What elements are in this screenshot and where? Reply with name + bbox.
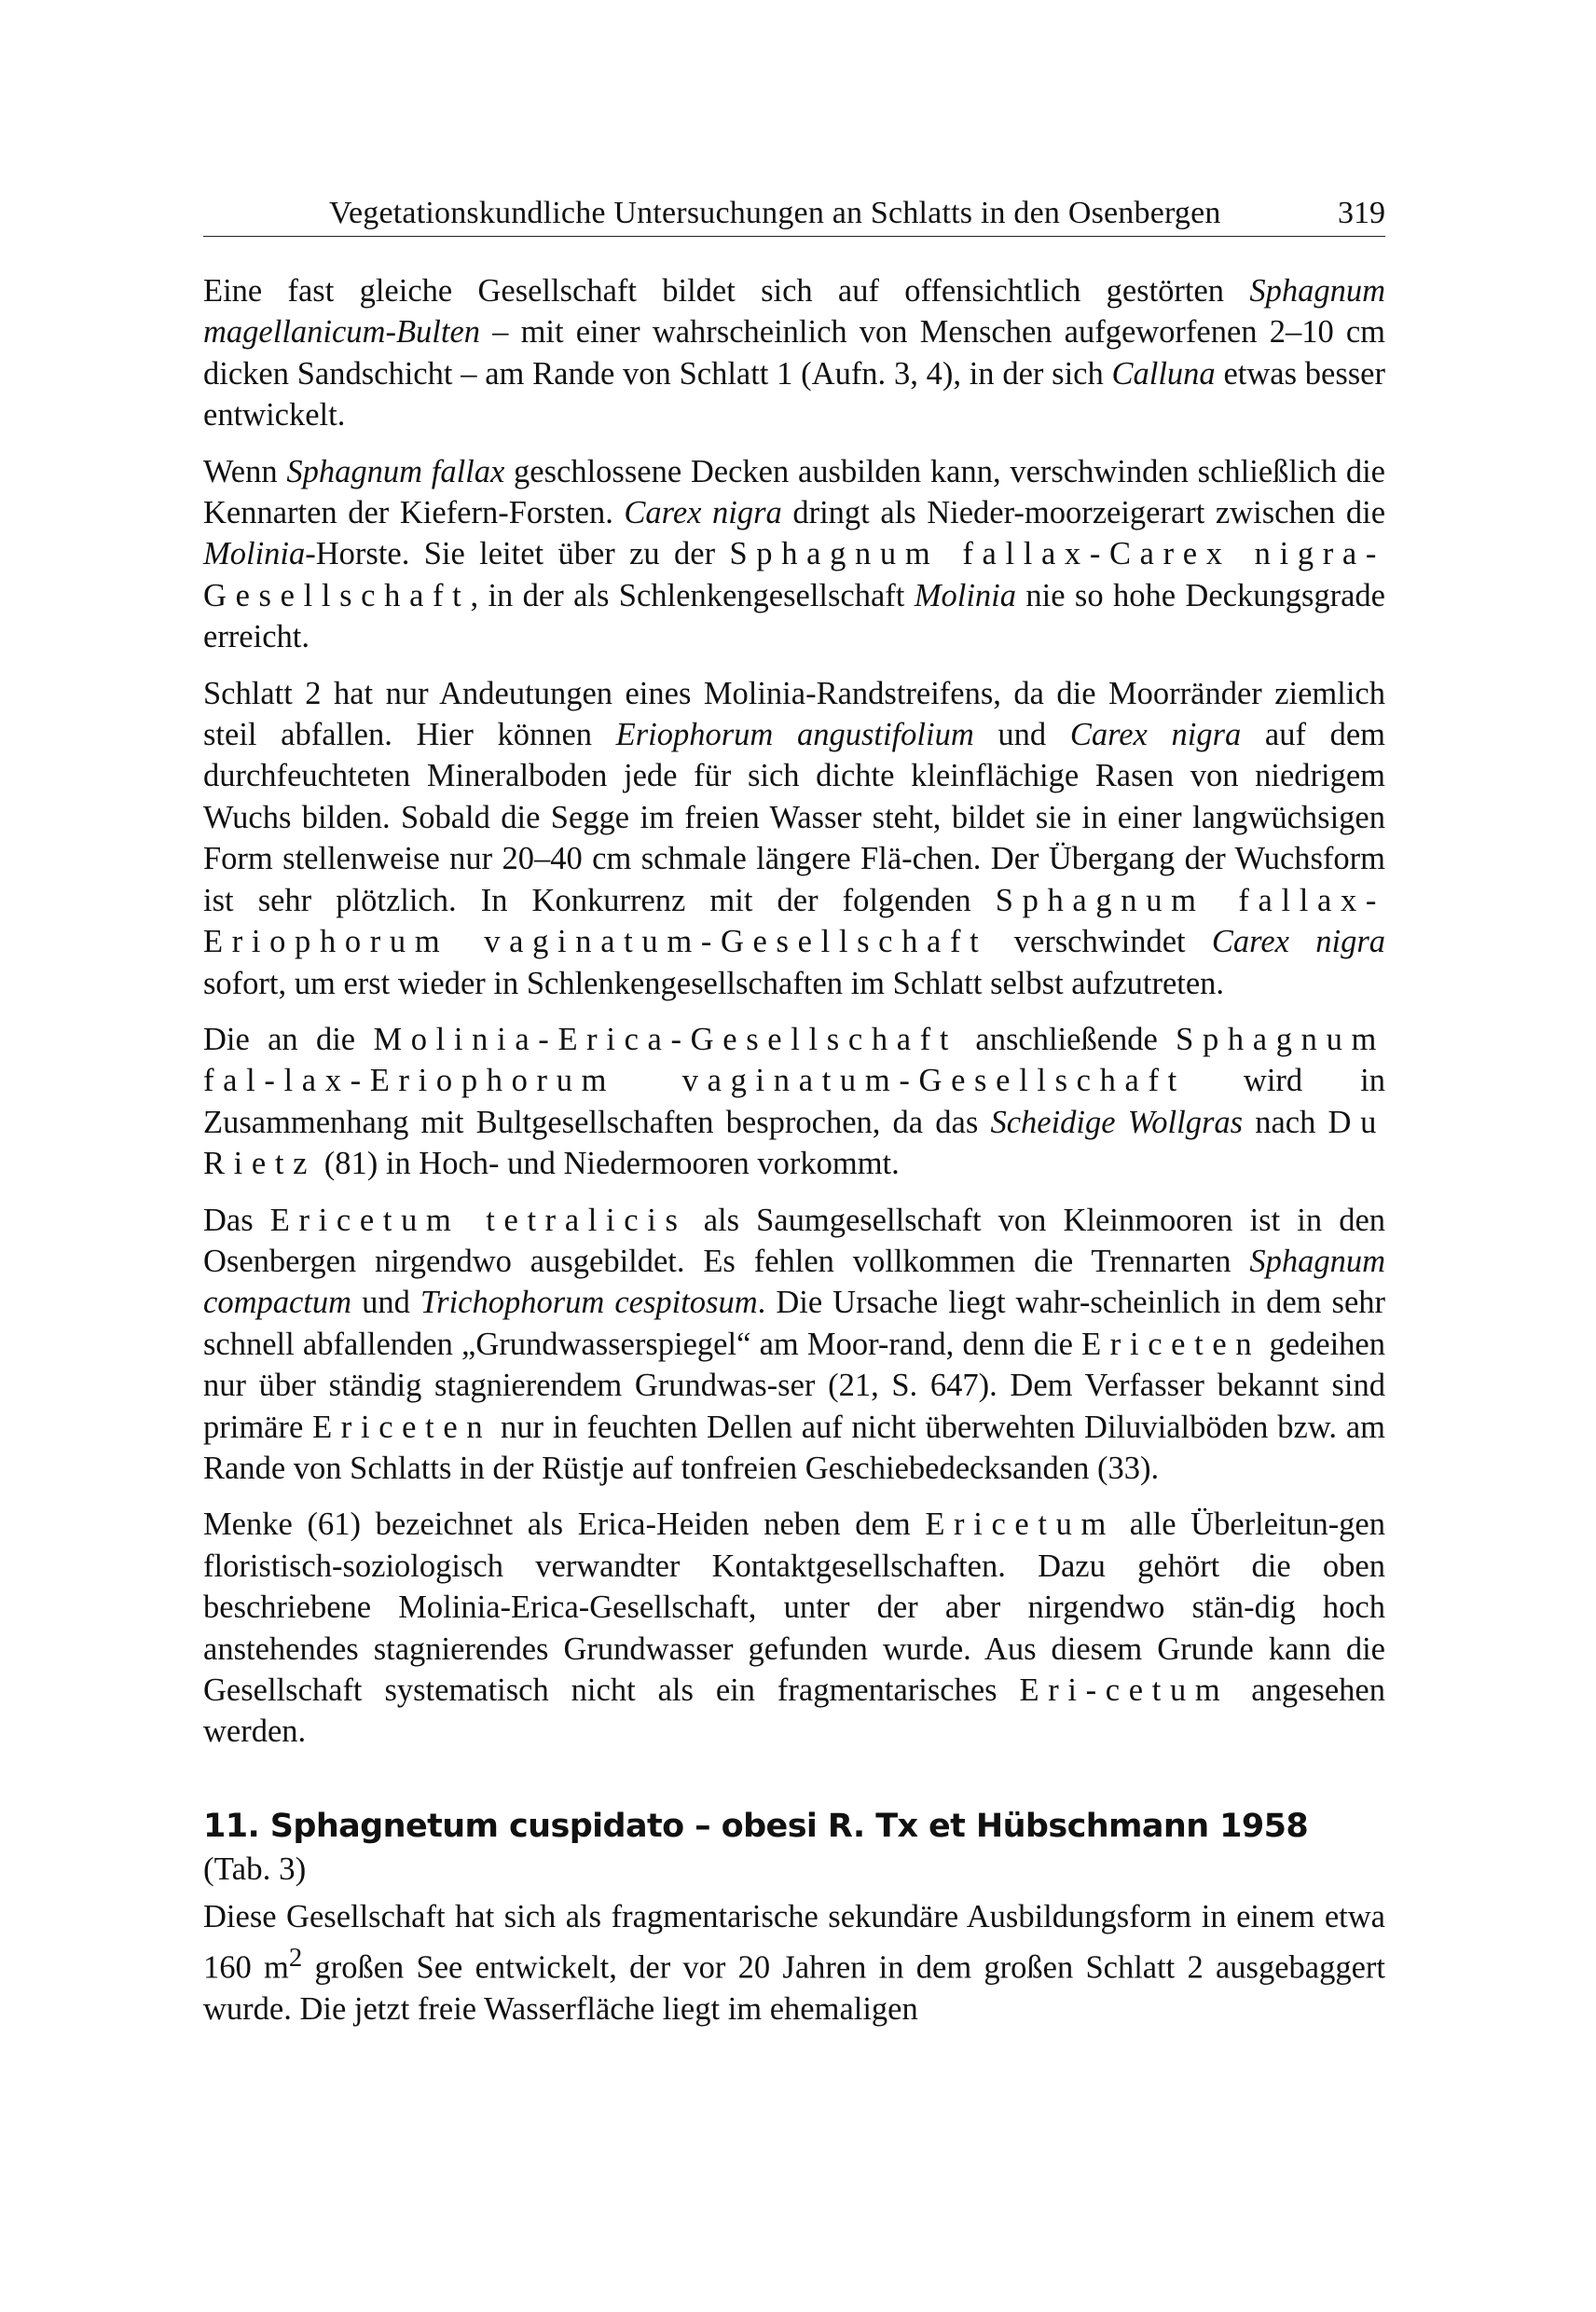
paragraph — [203, 1019, 1385, 1185]
spaced-term: Ericetum — [925, 1507, 1116, 1543]
section-paragraph — [203, 1896, 1385, 2030]
italic-term: Carex nigra — [1211, 924, 1385, 960]
text-run: Das — [203, 1202, 270, 1238]
page-number: 319 — [1338, 196, 1385, 230]
italic-term: Trichophorum cespitosum — [420, 1285, 758, 1321]
running-header — [203, 189, 1385, 237]
text-run: großen See entwickelt, der vor 20 Jahren in dem großen Schlatt 2 ausgebaggert wurde. Die jetzt freie Wasserfläche liegt im ehemaligen — [203, 1949, 1385, 2028]
paragraph — [203, 1200, 1385, 1490]
text-run: anschließende — [957, 1021, 1176, 1057]
text-run: nur in feuchten Dellen auf nicht überwehten Diluvialböden bzw. am Rande von Schlatts in der Rüstje auf tonfreien Geschiebedecksanden (33). — [203, 1409, 1385, 1486]
text-run: Wenn — [203, 453, 287, 489]
text-run: nie so hohe Deckungsgrade erreicht. — [203, 577, 1385, 655]
text-run: -Horste. Sie leitet über zu der — [305, 536, 730, 572]
text-run: dringt als Nieder-moorzeigerart zwischen die — [781, 495, 1386, 531]
text-run: Diese Gesellschaft hat sich als fragmentarische sekundäre Ausbildungsform in einem etwa 160 m — [203, 1898, 1385, 1986]
italic-term: Sphagnum fallax — [286, 453, 505, 489]
text-run: Die an die — [203, 1021, 374, 1057]
spaced-term: Sphagnum fallax-Eriophorum vaginatum-Gesellschaft — [203, 882, 1386, 960]
body-text — [203, 270, 1385, 2030]
text-run: verschwindet — [987, 924, 1212, 960]
spaced-term: Ericetum tetralicis — [269, 1202, 687, 1238]
superscript: 2 — [288, 1943, 303, 1974]
text-run: (81) in Hoch- und Niedermooren vorkommt. — [316, 1146, 900, 1182]
text-run: Menke (61) bezeichnet als Erica-Heiden neben dem — [203, 1507, 926, 1543]
section-heading — [203, 1805, 1385, 1891]
paragraph — [203, 270, 1385, 436]
text-run: wird in Zusammenhang mit Bultgesellschaften besprochen, da das — [203, 1063, 1385, 1140]
section-heading-table-ref: (Tab. 3) — [203, 1850, 307, 1887]
paragraph — [203, 1504, 1385, 1752]
text-run: alle Überleitun-gen floristisch-soziologisch verwandter Kontaktgesellschaften. Dazu gehört die oben beschriebene Molinia-Erica-Gesellschaft, unter der aber nirgendwo stän-dig hoch anstehendes stagnierendes Grundwasser gefunden wurde. Aus diesem Grunde kann die Gesellschaft systematisch nicht als ein fragmentarisches — [203, 1507, 1386, 1708]
text-run: nach — [1243, 1104, 1328, 1140]
text-run: als Saumgesellschaft von Kleinmooren ist in den Osenbergen nirgendwo ausgebildet. Es fehlen vollkommen die Trennarten — [203, 1202, 1386, 1279]
text-run: Schlatt 2 hat nur Andeutungen eines Molinia-Randstreifens, da die Moorränder ziemlich steil abfallen. Hier können — [203, 675, 1385, 753]
text-run: auf dem durchfeuchteten Mineralboden jede für sich dichte kleinflächige Rasen von niedrigem Wuchs bilden. Sobald die Segge im freien Wasser steht, bildet sie in einer langwüchsigen Form stellenweise nur 20–40 cm schmale längere Flä-chen. Der Übergang der Wuchsform ist sehr plötzlich. In Konkurrenz mit der folgenden — [203, 717, 1386, 918]
text-run: Eine fast gleiche Gesellschaft bildet sich auf offensichtlich gestörten — [203, 273, 1250, 309]
italic-term: Molinia — [203, 536, 306, 572]
spaced-term: Eri-cetum — [1019, 1672, 1230, 1708]
text-run: angesehen werden. — [203, 1672, 1385, 1750]
italic-term: Calluna — [1111, 355, 1216, 392]
text-run: geschlossene Decken ausbilden kann, verschwinden schließlich die Kennarten der Kiefern-Forsten. — [203, 453, 1385, 531]
text-run: – mit einer wahrscheinlich von Menschen aufgeworfenen 2–10 cm dicken Sandschicht – am Rande von Schlatt 1 (Aufn. 3, 4), in der sich — [203, 314, 1385, 392]
text-run: und — [973, 717, 1070, 753]
running-title: Vegetationskundliche Untersuchungen an Schlatts in den Osenbergen — [329, 196, 1221, 230]
spaced-term: Sphagnum fallax-Carex nigra-Gesellschaft — [203, 536, 1386, 613]
italic-term: Carex nigra — [1069, 717, 1242, 753]
text-run: gedeihen nur über ständig stagnierendem Grundwas-ser (21, S. 647). Dem Verfasser bekannt sind primäre — [203, 1326, 1385, 1445]
paragraph — [203, 451, 1385, 658]
italic-term: Scheidige Wollgras — [990, 1104, 1244, 1140]
spaced-term: Ericeten — [312, 1409, 492, 1445]
italic-term: Sphagnum magellanicum-Bulten — [203, 273, 1385, 351]
italic-term: Sphagnum compactum — [203, 1243, 1385, 1321]
text-run: , in der als Schlenkengesellschaft — [470, 577, 915, 613]
spaced-term: Ericeten — [1081, 1326, 1261, 1362]
section-heading-title: 11. Sphagnetum cuspidato – obesi R. Tx et Hübschmann 1958 — [203, 1807, 1309, 1845]
italic-term: Carex nigra — [624, 495, 782, 531]
italic-term: Molinia — [914, 577, 1016, 613]
spaced-term: Molinia-Erica-Gesellschaft — [373, 1021, 958, 1057]
text-run: und — [351, 1285, 420, 1321]
text-run: sofort, um erst wieder in Schlenkengesellschaften im Schlatt selbst aufzutreten. — [203, 965, 1225, 1001]
text-run: etwas besser entwickelt. — [203, 355, 1385, 434]
spaced-term: Sphagnum fal-lax-Eriophorum vaginatum-Gesellschaft — [203, 1021, 1385, 1099]
text-run: . Die Ursache liegt wahr-scheinlich in dem sehr schnell abfallenden „Grundwasserspiegel“ am Moor-rand, denn die — [203, 1285, 1385, 1362]
italic-term: Eriophorum angustifolium — [615, 717, 974, 753]
paragraph — [203, 673, 1385, 1004]
spaced-term: Du Rietz — [203, 1104, 1385, 1182]
